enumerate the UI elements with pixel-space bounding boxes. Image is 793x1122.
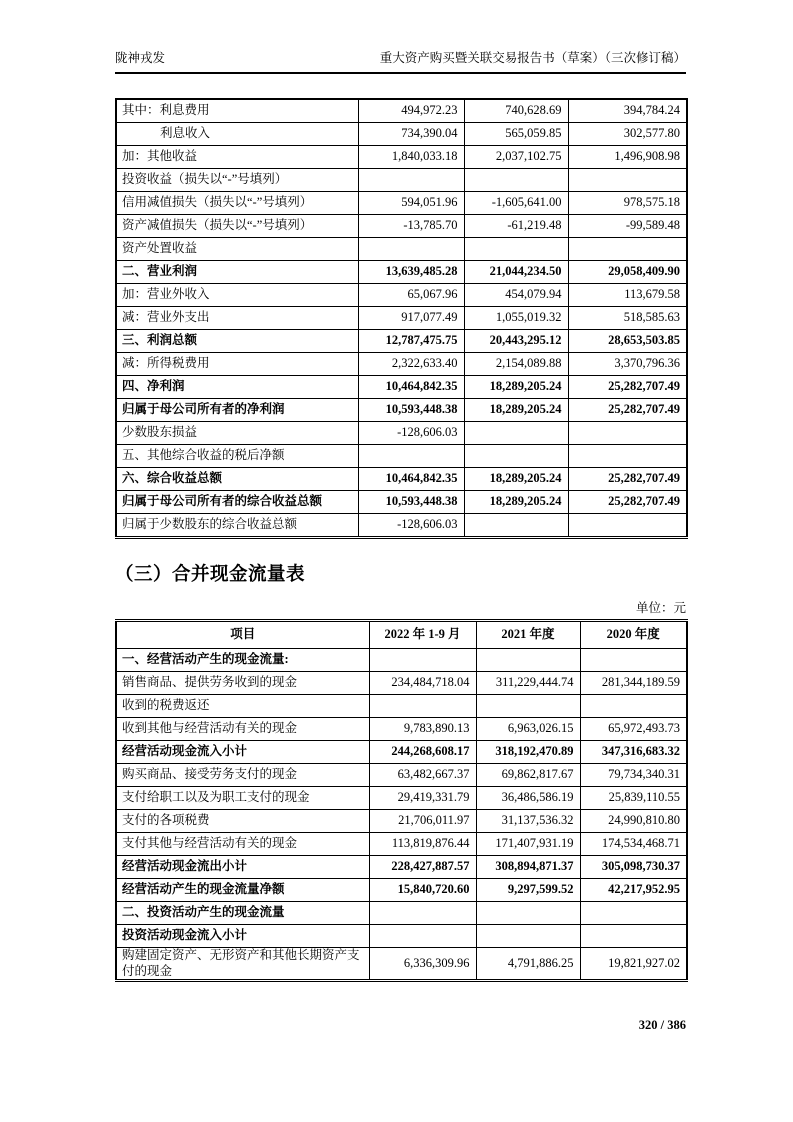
row-label-cell: 六、综合收益总额: [116, 468, 358, 491]
table-row: [116, 261, 687, 284]
table-row: [116, 856, 687, 879]
value-cell: 308,894,871.37: [476, 856, 580, 879]
value-cell: 4,791,886.25: [476, 948, 580, 981]
value-cell: 65,972,493.73: [580, 718, 687, 741]
value-cell: 21,706,011.97: [369, 810, 476, 833]
value-cell: [464, 238, 568, 261]
row-label-cell: 信用减值损失（损失以“-”号填列）: [116, 192, 358, 215]
table-row: [116, 123, 687, 146]
row-label-cell: 资产减值损失（损失以“-”号填列）: [116, 215, 358, 238]
value-cell: [369, 902, 476, 925]
value-cell: 3,370,796.36: [568, 353, 687, 376]
table-row: [116, 764, 687, 787]
header-report-title: 重大资产购买暨关联交易报告书（草案）（三次修订稿）: [379, 51, 686, 65]
table-row: [116, 422, 687, 445]
value-cell: 244,268,608.17: [369, 741, 476, 764]
value-cell: -13,785.70: [358, 215, 464, 238]
value-cell: 2,037,102.75: [464, 146, 568, 169]
value-cell: 20,443,295.12: [464, 330, 568, 353]
value-cell: 65,067.96: [358, 284, 464, 307]
table-row: [116, 672, 687, 695]
value-cell: 734,390.04: [358, 123, 464, 146]
value-cell: 25,282,707.49: [568, 399, 687, 422]
row-label-cell: 其中：利息费用: [116, 99, 358, 123]
value-cell: [476, 925, 580, 948]
row-label-cell: 经营活动现金流入小计: [116, 741, 369, 764]
cash-flow-table: [115, 619, 688, 982]
row-label-cell: 收到的税费返还: [116, 695, 369, 718]
table-row: [116, 810, 687, 833]
table-row: [116, 468, 687, 491]
value-cell: [568, 422, 687, 445]
header-cell-period: 2020 年度: [580, 621, 687, 649]
value-cell: [568, 514, 687, 538]
value-cell: 29,058,409.90: [568, 261, 687, 284]
value-cell: 454,079.94: [464, 284, 568, 307]
value-cell: [568, 238, 687, 261]
row-label-cell: 利息收入: [116, 123, 358, 146]
row-label-cell: 加：其他收益: [116, 146, 358, 169]
value-cell: 1,840,033.18: [358, 146, 464, 169]
value-cell: 79,734,340.31: [580, 764, 687, 787]
section-title: （三）合并现金流量表: [115, 563, 306, 584]
value-cell: -99,589.48: [568, 215, 687, 238]
row-label-cell: 销售商品、提供劳务收到的现金: [116, 672, 369, 695]
value-cell: [476, 695, 580, 718]
value-cell: [580, 695, 687, 718]
value-cell: 318,192,470.89: [476, 741, 580, 764]
row-label-cell: 二、投资活动产生的现金流量: [116, 902, 369, 925]
value-cell: 29,419,331.79: [369, 787, 476, 810]
row-label-cell: 三、利润总额: [116, 330, 358, 353]
row-label-cell: 购建固定资产、无形资产和其他长期资产支付的现金: [116, 948, 369, 981]
value-cell: [568, 169, 687, 192]
table-row: [116, 718, 687, 741]
header-cell-period: 2021 年度: [476, 621, 580, 649]
row-label-cell: 投资收益（损失以“-”号填列）: [116, 169, 358, 192]
value-cell: 565,059.85: [464, 123, 568, 146]
value-cell: 228,427,887.57: [369, 856, 476, 879]
income-table-body: [116, 99, 687, 538]
table-row: [116, 695, 687, 718]
value-cell: 9,783,890.13: [369, 718, 476, 741]
row-label-cell: 四、净利润: [116, 376, 358, 399]
value-cell: 18,289,205.24: [464, 491, 568, 514]
value-cell: 18,289,205.24: [464, 468, 568, 491]
row-label-cell: 资产处置收益: [116, 238, 358, 261]
row-label-cell: 归属于母公司所有者的综合收益总额: [116, 491, 358, 514]
value-cell: 9,297,599.52: [476, 879, 580, 902]
table-row: [116, 879, 687, 902]
table-row: [116, 330, 687, 353]
row-label-cell: 归属于母公司所有者的净利润: [116, 399, 358, 422]
value-cell: 31,137,536.32: [476, 810, 580, 833]
value-cell: 12,787,475.75: [358, 330, 464, 353]
table-row: [116, 376, 687, 399]
header-company-name: 陇神戎发: [115, 51, 166, 65]
header-cell-item: 项目: [116, 621, 369, 649]
value-cell: 10,593,448.38: [358, 491, 464, 514]
value-cell: 42,217,952.95: [580, 879, 687, 902]
value-cell: 281,344,189.59: [580, 672, 687, 695]
value-cell: 15,840,720.60: [369, 879, 476, 902]
table-header-row: [116, 621, 687, 649]
value-cell: 69,862,817.67: [476, 764, 580, 787]
value-cell: [464, 169, 568, 192]
row-label-cell: 支付的各项税费: [116, 810, 369, 833]
value-cell: 394,784.24: [568, 99, 687, 123]
value-cell: [568, 445, 687, 468]
value-cell: 740,628.69: [464, 99, 568, 123]
table-row: [116, 787, 687, 810]
income-statement-table: [115, 98, 688, 539]
row-label-cell: 投资活动现金流入小计: [116, 925, 369, 948]
value-cell: 494,972.23: [358, 99, 464, 123]
value-cell: [358, 169, 464, 192]
value-cell: 978,575.18: [568, 192, 687, 215]
table-row: [116, 833, 687, 856]
page-content: [115, 48, 686, 982]
value-cell: 18,289,205.24: [464, 399, 568, 422]
cashflow-table-body: [116, 621, 687, 981]
value-cell: 10,464,842.35: [358, 468, 464, 491]
value-cell: [358, 445, 464, 468]
value-cell: 234,484,718.04: [369, 672, 476, 695]
value-cell: 25,282,707.49: [568, 468, 687, 491]
value-cell: 21,044,234.50: [464, 261, 568, 284]
value-cell: 28,653,503.85: [568, 330, 687, 353]
value-cell: 1,496,908.98: [568, 146, 687, 169]
value-cell: 13,639,485.28: [358, 261, 464, 284]
value-cell: -128,606.03: [358, 422, 464, 445]
row-label-cell: 经营活动产生的现金流量净额: [116, 879, 369, 902]
value-cell: 2,322,633.40: [358, 353, 464, 376]
unit-label: 单位：元: [635, 601, 686, 615]
row-label-cell: 经营活动现金流出小计: [116, 856, 369, 879]
row-label-cell: 少数股东损益: [116, 422, 358, 445]
value-cell: 113,679.58: [568, 284, 687, 307]
row-label-cell: 减：所得税费用: [116, 353, 358, 376]
table-row: [116, 169, 687, 192]
table-row: [116, 99, 687, 123]
value-cell: 19,821,927.02: [580, 948, 687, 981]
value-cell: 1,055,019.32: [464, 307, 568, 330]
value-cell: 305,098,730.37: [580, 856, 687, 879]
table-row: [116, 284, 687, 307]
row-label-cell: 支付其他与经营活动有关的现金: [116, 833, 369, 856]
value-cell: 6,963,026.15: [476, 718, 580, 741]
value-cell: 113,819,876.44: [369, 833, 476, 856]
value-cell: 18,289,205.24: [464, 376, 568, 399]
row-label-cell: 收到其他与经营活动有关的现金: [116, 718, 369, 741]
value-cell: [580, 925, 687, 948]
table-row: [116, 307, 687, 330]
table-row: [116, 353, 687, 376]
value-cell: -61,219.48: [464, 215, 568, 238]
table-row: [116, 192, 687, 215]
running-header: [115, 48, 686, 74]
value-cell: 311,229,444.74: [476, 672, 580, 695]
value-cell: [369, 649, 476, 672]
value-cell: 25,839,110.55: [580, 787, 687, 810]
value-cell: [476, 649, 580, 672]
table-row: [116, 902, 687, 925]
value-cell: [369, 925, 476, 948]
value-cell: [580, 902, 687, 925]
table-row: [116, 491, 687, 514]
row-label-cell: 一、经营活动产生的现金流量:: [116, 649, 369, 672]
row-label-cell: 二、营业利润: [116, 261, 358, 284]
value-cell: 36,486,586.19: [476, 787, 580, 810]
value-cell: [580, 649, 687, 672]
value-cell: [464, 514, 568, 538]
value-cell: 347,316,683.32: [580, 741, 687, 764]
page-number: 320 / 386: [638, 1018, 686, 1032]
row-label-cell: 加：营业外收入: [116, 284, 358, 307]
value-cell: 10,593,448.38: [358, 399, 464, 422]
table-row: [116, 925, 687, 948]
header-cell-period: 2022 年 1-9 月: [369, 621, 476, 649]
row-label-cell: 减：营业外支出: [116, 307, 358, 330]
row-label-cell: 归属于少数股东的综合收益总额: [116, 514, 358, 538]
value-cell: 2,154,089.88: [464, 353, 568, 376]
value-cell: 594,051.96: [358, 192, 464, 215]
value-cell: [358, 238, 464, 261]
value-cell: 24,990,810.80: [580, 810, 687, 833]
value-cell: 6,336,309.96: [369, 948, 476, 981]
table-row: [116, 445, 687, 468]
value-cell: 171,407,931.19: [476, 833, 580, 856]
value-cell: 518,585.63: [568, 307, 687, 330]
value-cell: [369, 695, 476, 718]
value-cell: -128,606.03: [358, 514, 464, 538]
value-cell: 25,282,707.49: [568, 376, 687, 399]
value-cell: 25,282,707.49: [568, 491, 687, 514]
table-row: [116, 741, 687, 764]
value-cell: 63,482,667.37: [369, 764, 476, 787]
value-cell: [476, 902, 580, 925]
row-label-cell: 购买商品、接受劳务支付的现金: [116, 764, 369, 787]
table-row: [116, 514, 687, 538]
value-cell: 917,077.49: [358, 307, 464, 330]
value-cell: 174,534,468.71: [580, 833, 687, 856]
table-row: [116, 948, 687, 981]
value-cell: [464, 422, 568, 445]
table-row: [116, 215, 687, 238]
table-row: [116, 146, 687, 169]
row-label-cell: 五、其他综合收益的税后净额: [116, 445, 358, 468]
table-row: [116, 238, 687, 261]
table-row: [116, 399, 687, 422]
value-cell: 10,464,842.35: [358, 376, 464, 399]
table-row: [116, 649, 687, 672]
row-label-cell: 支付给职工以及为职工支付的现金: [116, 787, 369, 810]
value-cell: [464, 445, 568, 468]
value-cell: 302,577.80: [568, 123, 687, 146]
value-cell: -1,605,641.00: [464, 192, 568, 215]
